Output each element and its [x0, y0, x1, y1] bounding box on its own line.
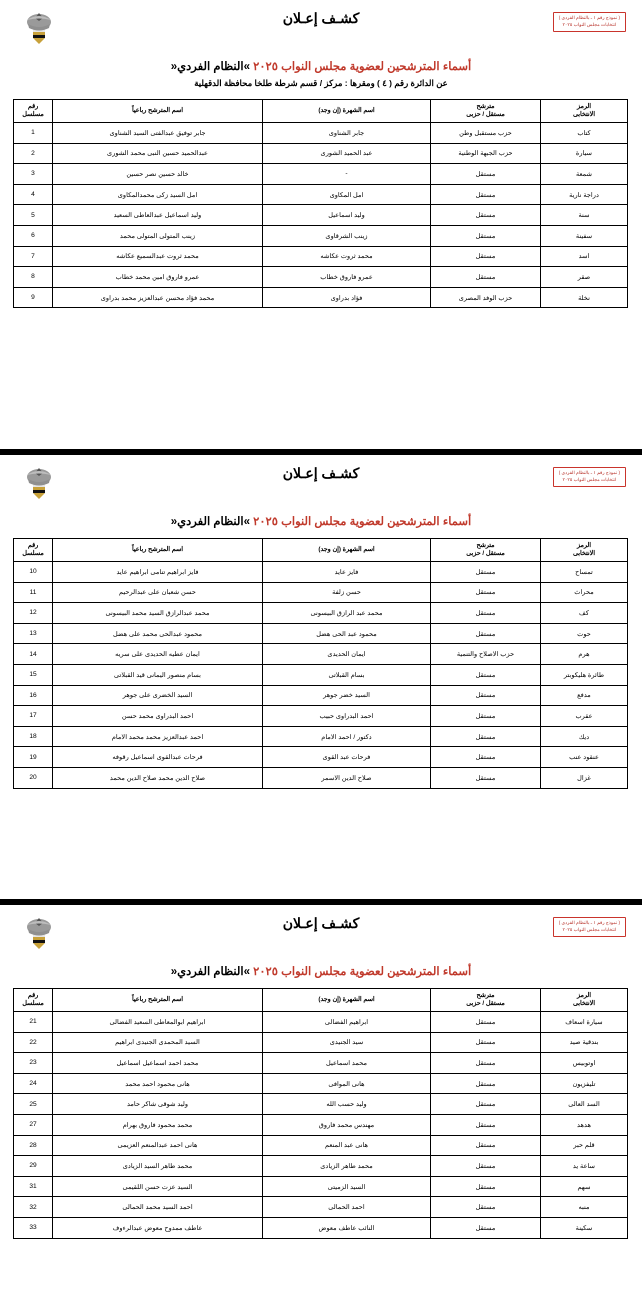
cell-name: ايمان عطيه الحديدى على سريه [53, 644, 263, 665]
cell-name: صلاح الدين محمد صلاح الدين محمد [53, 767, 263, 788]
cell-num: 29 [14, 1156, 53, 1177]
column-header-num: رقم مسلسل [14, 100, 53, 123]
cell-party: حزب مستقبل وطن [431, 123, 541, 144]
candidates-table-page-2 [13, 538, 628, 789]
cell-fame: - [263, 164, 431, 185]
column-header-name: اسم المترشح رباعياً [53, 539, 263, 562]
cell-num: 28 [14, 1135, 53, 1156]
table-row [14, 287, 628, 308]
column-header-fame: اسم الشهرة (إن وجد) [263, 539, 431, 562]
cell-name: محمد طاهر السيد الزيادى [53, 1156, 263, 1177]
cell-fame: زينب الشرقاوى [263, 225, 431, 246]
cell-fame: احمد الحمالى [263, 1197, 431, 1218]
cell-party: مستقل [431, 1156, 541, 1177]
form-stamp [553, 917, 626, 937]
form-stamp-line-2: انتخابات مجلس النواب ٢٠٢٥ [562, 21, 617, 27]
cell-symbol: صقر [541, 267, 628, 288]
cell-party: مستقل [431, 1176, 541, 1197]
table-row [14, 1176, 628, 1197]
cell-num: 1 [14, 123, 53, 144]
cell-party: مستقل [431, 246, 541, 267]
cell-symbol: عنقود عنب [541, 747, 628, 768]
cell-num: 25 [14, 1094, 53, 1115]
table-row [14, 1217, 628, 1238]
page-subtitle [14, 964, 628, 978]
page-subtitle-black: »النظام الفردي« [170, 516, 250, 528]
page-subtitle-black: »النظام الفردي« [170, 966, 250, 978]
cell-symbol: اوتوبيس [541, 1053, 628, 1074]
cell-name: فرحات عبدالقوى اسماعيل رقوفه [53, 747, 263, 768]
page-subtitle [14, 514, 628, 528]
cell-name: هانى احمد عبدالمنعم العزيمى [53, 1135, 263, 1156]
cell-symbol: تليفزيون [541, 1073, 628, 1094]
column-header-symbol: الرمز الانتخابى [541, 100, 628, 123]
cell-party: مستقل [431, 706, 541, 727]
cell-party: مستقل [431, 1053, 541, 1074]
cell-party: مستقل [431, 184, 541, 205]
cell-fame: صلاح الدين الاسمر [263, 767, 431, 788]
column-header-symbol: الرمز الانتخابى [541, 989, 628, 1012]
cell-fame: مهندس محمد فاروق [263, 1114, 431, 1135]
cell-name: عمرو فاروق امين محمد خطاب [53, 267, 263, 288]
cell-symbol: مدفع [541, 685, 628, 706]
table-row [14, 246, 628, 267]
cell-num: 20 [14, 767, 53, 788]
cell-num: 12 [14, 603, 53, 624]
cell-symbol: محراث [541, 582, 628, 603]
form-stamp-line-1: ( نموذج رقم ١ ـ بالنظام الفردى ) [558, 470, 620, 475]
table-row [14, 644, 628, 665]
cell-party: حزب الجبهة الوطنية [431, 143, 541, 164]
cell-num: 33 [14, 1217, 53, 1238]
cell-num: 15 [14, 664, 53, 685]
cell-name: جابر توفيق عبدالفتى السيد الشناوى [53, 123, 263, 144]
page-title: كشـف إعـلان [282, 465, 360, 481]
cell-symbol: دراجة نارية [541, 184, 628, 205]
cell-name: السيد عزت حسن اللقيمى [53, 1176, 263, 1197]
cell-symbol: طائرة هليكوبتر [541, 664, 628, 685]
table-row [14, 767, 628, 788]
cell-fame: جابر الشناوى [263, 123, 431, 144]
cell-symbol: هرم [541, 644, 628, 665]
cell-party: مستقل [431, 1135, 541, 1156]
cell-num: 22 [14, 1032, 53, 1053]
form-stamp-line-1: ( نموذج رقم ١ ـ بالنظام الفردى ) [558, 920, 620, 925]
cell-party: مستقل [431, 1012, 541, 1033]
cell-num: 17 [14, 706, 53, 727]
cell-symbol: عقرب [541, 706, 628, 727]
cell-fame: فايز عايد [263, 562, 431, 583]
cell-fame: السيد خضر جوهر [263, 685, 431, 706]
table-header-row [14, 100, 628, 123]
cell-name: عبدالحميد حسين النبى محمد الشورى [53, 143, 263, 164]
cell-symbol: قلم حبر [541, 1135, 628, 1156]
cell-party: مستقل [431, 603, 541, 624]
cell-name: ابراهيم ابوالمعاطى السعيد الفضالى [53, 1012, 263, 1033]
cell-num: 14 [14, 644, 53, 665]
cell-symbol: اسد [541, 246, 628, 267]
table-row [14, 205, 628, 226]
announcement-page-3 [0, 905, 642, 1292]
table-row [14, 664, 628, 685]
cell-party: مستقل [431, 664, 541, 685]
cell-name: احمد السيد محمد الحمالى [53, 1197, 263, 1218]
table-row [14, 1073, 628, 1094]
cell-fame: ابراهيم الفضالى [263, 1012, 431, 1033]
cell-name: احمد عبدالعزيز محمد محمد الامام [53, 726, 263, 747]
table-row [14, 1094, 628, 1115]
table-header-row [14, 539, 628, 562]
page-subtitle [14, 59, 628, 73]
column-header-fame: اسم الشهرة (إن وجد) [263, 989, 431, 1012]
cell-num: 6 [14, 225, 53, 246]
cell-num: 4 [14, 184, 53, 205]
cell-fame: محمد طاهر الزيادى [263, 1156, 431, 1177]
cell-party: مستقل [431, 205, 541, 226]
cell-party: مستقل [431, 623, 541, 644]
cell-party: مستقل [431, 1114, 541, 1135]
column-header-num: رقم مسلسل [14, 539, 53, 562]
cell-party: مستقل [431, 1094, 541, 1115]
cell-party: مستقل [431, 1032, 541, 1053]
cell-name: عاطف ممدوح معوض عبدالرءوف [53, 1217, 263, 1238]
form-stamp-line-2: انتخابات مجلس النواب ٢٠٢٥ [562, 926, 617, 932]
cell-symbol: سيارة اسعاف [541, 1012, 628, 1033]
form-stamp-line-2: انتخابات مجلس النواب ٢٠٢٥ [562, 476, 617, 482]
cell-name: محمود عبدالحى محمد على هضل [53, 623, 263, 644]
cell-num: 21 [14, 1012, 53, 1033]
cell-name: وليد شوقى شاكر حامد [53, 1094, 263, 1115]
cell-symbol: منبه [541, 1197, 628, 1218]
cell-fame: فرحات عبد القوى [263, 747, 431, 768]
cell-name: خالد حسين نصر حسين [53, 164, 263, 185]
page-header [14, 10, 628, 52]
table-row [14, 1053, 628, 1074]
table-row [14, 1135, 628, 1156]
table-row [14, 184, 628, 205]
cell-name: احمد البدراوى محمد حسن [53, 706, 263, 727]
cell-party: مستقل [431, 685, 541, 706]
column-header-symbol: الرمز الانتخابى [541, 539, 628, 562]
cell-name: السيد المحمدى الجنيدى ابراهيم [53, 1032, 263, 1053]
cell-fame: دكتور / احمد الامام [263, 726, 431, 747]
cell-symbol: ديك [541, 726, 628, 747]
page-subtitle-red: أسماء المترشحين لعضوية مجلس النواب ٢٠٢٥ [253, 61, 472, 73]
table-row [14, 562, 628, 583]
page-header [14, 465, 628, 507]
cell-party: مستقل [431, 726, 541, 747]
table-row [14, 706, 628, 727]
table-row [14, 603, 628, 624]
page-title: كشـف إعـلان [282, 10, 360, 26]
column-header-name: اسم المترشح رباعياً [53, 989, 263, 1012]
candidates-table-page-3 [13, 988, 628, 1239]
table-row [14, 685, 628, 706]
form-stamp-line-1: ( نموذج رقم ١ ـ بالنظام الفردى ) [558, 15, 620, 20]
cell-num: 7 [14, 246, 53, 267]
cell-symbol: ساعة يد [541, 1156, 628, 1177]
table-row [14, 1032, 628, 1053]
cell-name: محمد ثروت عبدالسميع عكاشه [53, 246, 263, 267]
cell-fame: امل المكاوى [263, 184, 431, 205]
cell-name: محمد فؤاد محسن عبدالعزيز محمد بدراوى [53, 287, 263, 308]
cell-num: 31 [14, 1176, 53, 1197]
cell-party: مستقل [431, 562, 541, 583]
cell-symbol: سنة [541, 205, 628, 226]
cell-party: مستقل [431, 164, 541, 185]
cell-fame: حسن زلفة [263, 582, 431, 603]
column-header-fame: اسم الشهرة (إن وجد) [263, 100, 431, 123]
cell-num: 23 [14, 1053, 53, 1074]
column-header-party: مترشح مستقل / حزبى [431, 989, 541, 1012]
cell-num: 11 [14, 582, 53, 603]
candidates-table-page-1 [13, 99, 628, 308]
cell-fame: هانى عبد المنعم [263, 1135, 431, 1156]
cell-fame: احمد البدراوى حبيب [263, 706, 431, 727]
page-title: كشـف إعـلان [282, 915, 360, 931]
table-row [14, 1197, 628, 1218]
cell-symbol: سيارة [541, 143, 628, 164]
page-subtitle-red: أسماء المترشحين لعضوية مجلس النواب ٢٠٢٥ [253, 516, 472, 528]
page-subtitle-red: أسماء المترشحين لعضوية مجلس النواب ٢٠٢٥ [253, 966, 472, 978]
column-header-party: مترشح مستقل / حزبى [431, 539, 541, 562]
cell-fame: النائب عاطف معوض [263, 1217, 431, 1238]
cell-party: مستقل [431, 225, 541, 246]
cell-fame: ايمان الحديدى [263, 644, 431, 665]
cell-party: مستقل [431, 1197, 541, 1218]
table-header-row [14, 989, 628, 1012]
cell-name: وليد اسماعيل عبدالعاطى السعيد [53, 205, 263, 226]
egypt-eagle-emblem-icon [22, 465, 56, 503]
cell-fame: بسام القبلاتى [263, 664, 431, 685]
cell-fame: محمد اسماعيل [263, 1053, 431, 1074]
cell-num: 32 [14, 1197, 53, 1218]
cell-fame: السيد الزميتى [263, 1176, 431, 1197]
table-row [14, 582, 628, 603]
cell-fame: وليد اسماعيل [263, 205, 431, 226]
cell-party: مستقل [431, 747, 541, 768]
cell-symbol: تمساح [541, 562, 628, 583]
table-row [14, 267, 628, 288]
cell-symbol: حوت [541, 623, 628, 644]
cell-num: 10 [14, 562, 53, 583]
cell-num: 3 [14, 164, 53, 185]
cell-name: امل السيد زكى محمدالمكاوى [53, 184, 263, 205]
cell-fame: فؤاد بدراوى [263, 287, 431, 308]
circuit-info-line: عن الدائرة رقم ( ٤ ) ومقرها : مركز / قسم شرطة طلخا محافظة الدقهلية [194, 78, 448, 88]
announcement-page-2 [0, 455, 642, 899]
cell-symbol: سكينة [541, 1217, 628, 1238]
cell-symbol: شمعة [541, 164, 628, 185]
table-row [14, 623, 628, 644]
cell-symbol: غزال [541, 767, 628, 788]
page-subtitle-black: »النظام الفردي« [170, 61, 250, 73]
cell-num: 16 [14, 685, 53, 706]
egypt-eagle-emblem-icon [22, 10, 56, 48]
table-row [14, 1114, 628, 1135]
cell-num: 18 [14, 726, 53, 747]
cell-symbol: كتاب [541, 123, 628, 144]
cell-name: زينب المتولى المتولى محمد [53, 225, 263, 246]
announcement-page-1 [0, 0, 642, 449]
cell-name: محمد احمد اسماعيل اسماعيل [53, 1053, 263, 1074]
cell-fame: عمرو فاروق خطاب [263, 267, 431, 288]
cell-party: حزب الاصلاح والتنمية [431, 644, 541, 665]
cell-symbol: بندقية صيد [541, 1032, 628, 1053]
cell-num: 19 [14, 747, 53, 768]
cell-fame: وليد حسب الله [263, 1094, 431, 1115]
cell-num: 27 [14, 1114, 53, 1135]
cell-fame: سيد الجنيدى [263, 1032, 431, 1053]
cell-fame: محمود عبد الحى هضل [263, 623, 431, 644]
cell-symbol: السد العالى [541, 1094, 628, 1115]
table-row [14, 726, 628, 747]
cell-symbol: كف [541, 603, 628, 624]
cell-name: بسام منصور اليمانى قيد القبلاتى [53, 664, 263, 685]
cell-symbol: سفينة [541, 225, 628, 246]
column-header-num: رقم مسلسل [14, 989, 53, 1012]
form-stamp [553, 12, 626, 32]
cell-symbol: نخلة [541, 287, 628, 308]
table-row [14, 164, 628, 185]
table-row [14, 225, 628, 246]
table-row [14, 143, 628, 164]
cell-num: 9 [14, 287, 53, 308]
cell-name: محمد محمود فاروق بهرام [53, 1114, 263, 1135]
table-row [14, 747, 628, 768]
cell-symbol: سهم [541, 1176, 628, 1197]
cell-fame: عبد الحميد الشورى [263, 143, 431, 164]
cell-party: مستقل [431, 267, 541, 288]
form-stamp [553, 467, 626, 487]
cell-num: 5 [14, 205, 53, 226]
table-row [14, 1156, 628, 1177]
table-row [14, 1012, 628, 1033]
cell-symbol: هدهد [541, 1114, 628, 1135]
cell-name: السيد الخضرى على جوهر [53, 685, 263, 706]
cell-party: مستقل [431, 767, 541, 788]
cell-fame: هانى الموافى [263, 1073, 431, 1094]
cell-party: حزب الوفد المصرى [431, 287, 541, 308]
cell-party: مستقل [431, 582, 541, 603]
table-row [14, 123, 628, 144]
cell-fame: محمد عبد الرازق البيسونى [263, 603, 431, 624]
cell-name: حسن شعبان على عبدالرحيم [53, 582, 263, 603]
cell-num: 24 [14, 1073, 53, 1094]
cell-num: 8 [14, 267, 53, 288]
column-header-party: مترشح مستقل / حزبى [431, 100, 541, 123]
cell-party: مستقل [431, 1073, 541, 1094]
column-header-name: اسم المترشح رباعياً [53, 100, 263, 123]
cell-name: فايز ابراهيم تنامى ابراهيم عايد [53, 562, 263, 583]
cell-fame: محمد ثروت عكاشه [263, 246, 431, 267]
egypt-eagle-emblem-icon [22, 915, 56, 953]
cell-num: 13 [14, 623, 53, 644]
cell-name: هانى محمود احمد محمد [53, 1073, 263, 1094]
cell-name: محمد عبدالرازق السيد محمد البيسونى [53, 603, 263, 624]
cell-num: 2 [14, 143, 53, 164]
cell-party: مستقل [431, 1217, 541, 1238]
page-header [14, 915, 628, 957]
